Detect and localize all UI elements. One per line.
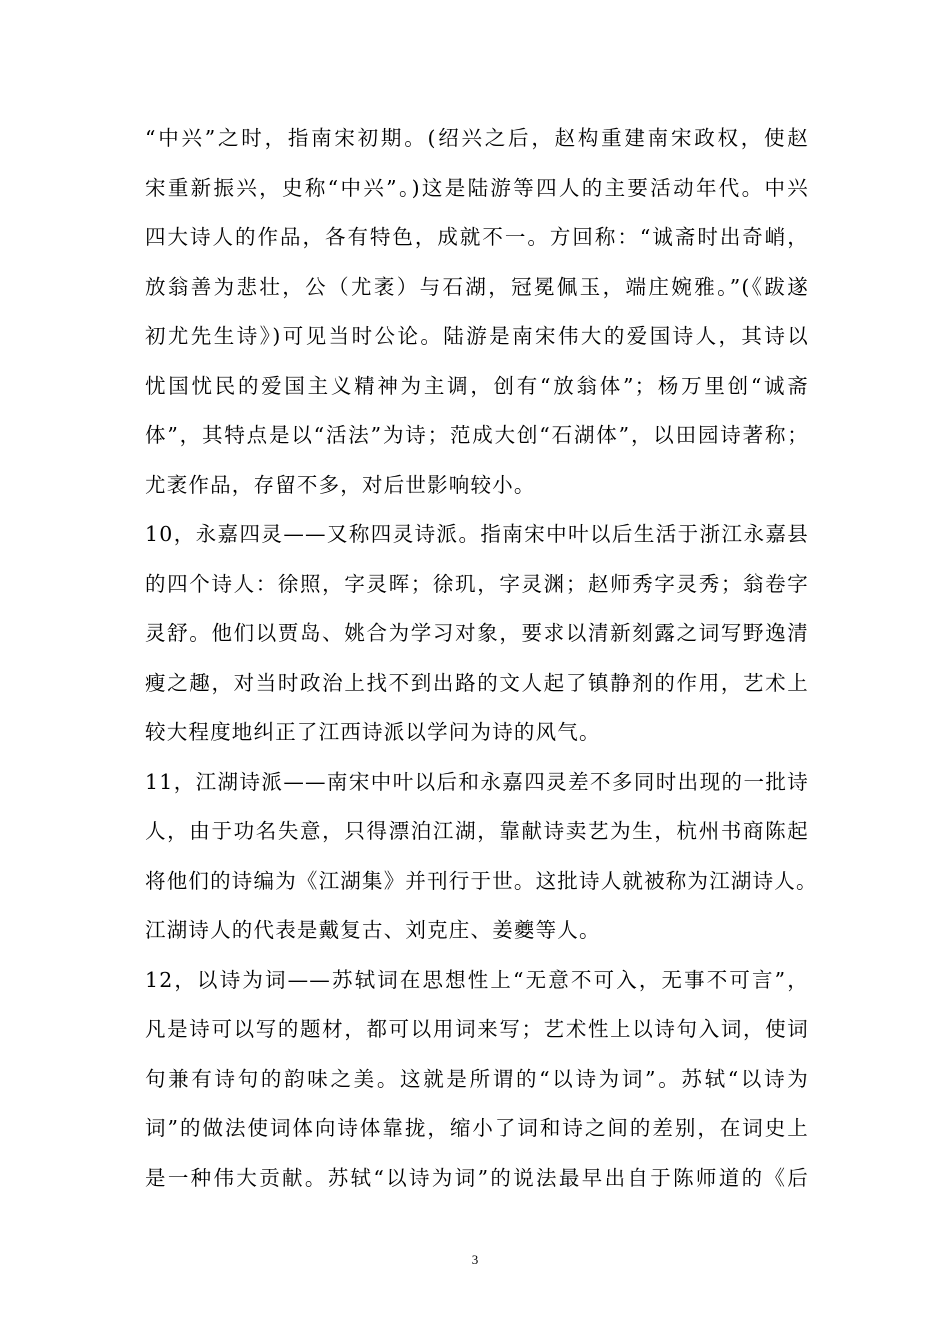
text-line: 四大诗人的作品，各有特色，成就不一。方回称：“诚斋时出奇峭， [145, 225, 809, 249]
section-heading-line: 11，江湖诗派——南宋中叶以后和永嘉四灵差不多同时出现的一批诗 [145, 769, 809, 794]
text-line: 词”的做法使词体向诗体靠拢，缩小了词和诗之间的差别，在词史上 [145, 1116, 809, 1140]
text-line: 较大程度地纠正了江西诗派以学问为诗的风气。 [145, 720, 601, 744]
text-line: “中兴”之时，指南宋初期。(绍兴之后，赵构重建南宋政权，使赵 [145, 126, 809, 150]
text-line: 宋重新振兴，史称“中兴”。)这是陆游等四人的主要活动年代。中兴 [145, 175, 809, 200]
text-line: 忧国忧民的爱国主义精神为主调，创有“放翁体”；杨万里创“诚斋 [145, 373, 809, 398]
body-text [145, 114, 818, 1203]
text-line: 人，由于功名失意，只得漂泊江湖，靠献诗卖艺为生，杭州书商陈起 [145, 819, 809, 843]
section-heading-line: 10，永嘉四灵——又称四灵诗派。指南宋中叶以后生活于浙江永嘉县 [145, 522, 809, 546]
text-line: 句兼有诗句的韵味之美。这就是所谓的“以诗为词”。苏轼“以诗为 [145, 1066, 809, 1091]
text-line: 初尤先生诗》)可见当时公论。陆游是南宋伟大的爱国诗人，其诗以 [145, 324, 809, 348]
text-line: 江湖诗人的代表是戴复古、刘克庄、姜夔等人。 [145, 918, 601, 942]
text-line: 尤袤作品，存留不多，对后世影响较小。 [145, 472, 536, 497]
text-line: 灵舒。他们以贾岛、姚合为学习对象，要求以清新刻露之词写野逸清 [145, 621, 809, 645]
page-number: 3 [471, 1252, 479, 1267]
text-line: 放翁善为悲壮，公（尤袤）与石湖，冠冕佩玉，端庄婉雅。”(《跋遂 [145, 274, 809, 299]
text-line: 的四个诗人：徐照，字灵晖；徐玑，字灵渊；赵师秀字灵秀；翁卷字 [145, 571, 809, 596]
text-line: 凡是诗可以写的题材，都可以用词来写；艺术性上以诗句入词，使词 [145, 1017, 809, 1041]
text-line: 是一种伟大贡献。苏轼“以诗为词”的说法最早出自于陈师道的《后 [145, 1165, 809, 1190]
text-line: 体”，其特点是以“活法”为诗；范成大创“石湖体”，以田园诗著称； [145, 423, 809, 447]
text-line: 将他们的诗编为《江湖集》并刊行于世。这批诗人就被称为江湖诗人。 [145, 868, 818, 893]
text-line: 瘦之趣，对当时政治上找不到出路的文人起了镇静剂的作用，艺术上 [145, 670, 809, 695]
section-heading-line: 12，以诗为词——苏轼词在思想性上“无意不可入，无事不可言”， [145, 967, 809, 992]
